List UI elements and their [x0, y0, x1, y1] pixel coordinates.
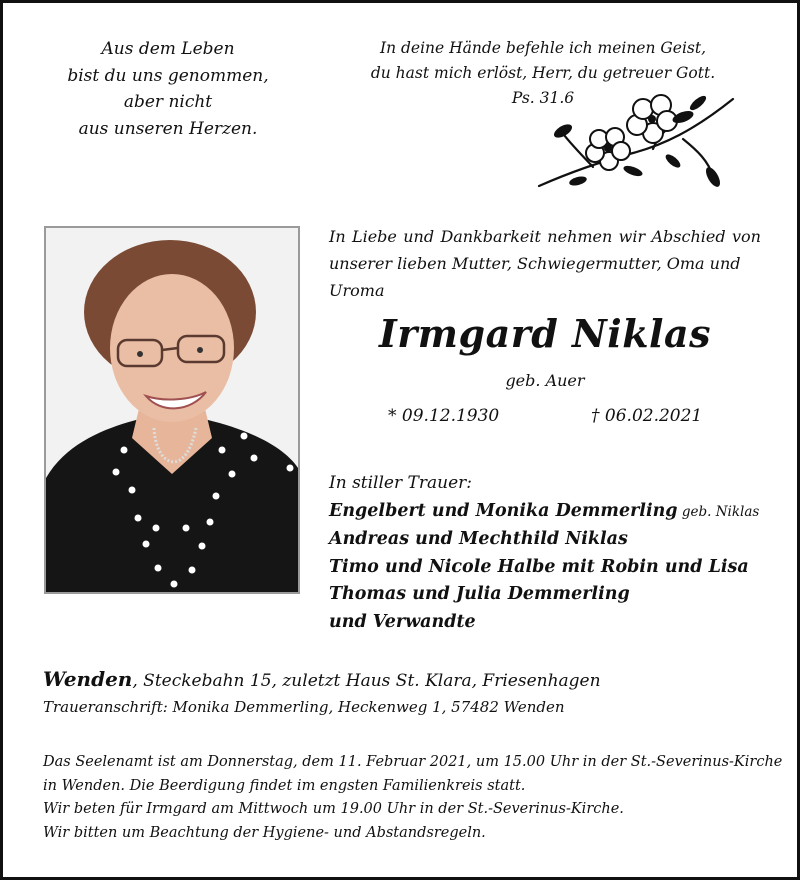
deceased-name: Irmgard Niklas — [379, 311, 711, 356]
family-entry — [329, 609, 769, 637]
psalm-reference: Ps. 31.6 — [511, 89, 575, 107]
portrait-image — [46, 228, 298, 592]
psalm-line: du hast mich erlöst, Herr, du getreuer Gott. — [370, 64, 716, 82]
intro-word: nehmen — [547, 227, 613, 246]
residence-details: , Steckebahn 15, zuletzt Haus St. Klara, Friesenhagen — [132, 671, 601, 691]
intro-line-2: unserer lieben Mutter, Schwiegermutter, Oma und Uroma — [329, 254, 741, 300]
family-entry — [329, 581, 769, 609]
quote-left-line: aber nicht — [123, 92, 213, 112]
residence-town: Wenden — [43, 667, 133, 691]
intro-word: von — [731, 227, 761, 246]
note-line: Wir beten für Irmgard am Mittwoch um 19.00 Uhr in der St.-Severinus-Kirche. — [43, 801, 624, 817]
note-line: Das Seelenamt ist am Donnerstag, dem 11. Februar 2021, um 15.00 Uhr in der St.-Severinus-Kirche — [43, 754, 783, 770]
intro-word: Dankbarkeit — [440, 227, 541, 246]
quote-left — [43, 36, 293, 142]
family-entry — [329, 526, 769, 554]
family-name: und Verwandte — [329, 611, 476, 632]
residence-line — [43, 667, 763, 691]
mourners-heading: In stiller Trauer: — [329, 473, 472, 493]
family-name: Thomas und Julia Demmerling — [329, 584, 630, 604]
intro-line-1 — [329, 223, 761, 250]
portrait-photo — [44, 226, 300, 594]
psalm-line: In deine Hände befehle ich meinen Geist, — [379, 39, 707, 57]
intro-word: Liebe — [351, 227, 397, 246]
quote-left-line: bist du uns genommen, — [67, 65, 269, 86]
death-date: † 06.02.2021 — [591, 406, 703, 426]
intro-word: In — [329, 227, 346, 246]
flower-branch-icon — [533, 91, 743, 203]
intro-word: wir — [618, 227, 646, 246]
family-entry — [329, 554, 769, 582]
family-note: geb. Niklas — [677, 503, 760, 520]
intro-text — [329, 223, 761, 304]
family-name: Timo und Nicole Halbe mit Robin und Lisa — [329, 556, 749, 577]
family-name: Andreas und Mechthild Niklas — [329, 529, 628, 549]
intro-word: Abschied — [651, 227, 726, 246]
mourning-address: Traueranschrift: Monika Demmerling, Heckenweg 1, 57482 Wenden — [43, 698, 565, 716]
note-line: Wir bitten um Beachtung der Hygiene- und Abstandsregeln. — [43, 824, 486, 841]
note-line: in Wenden. Die Beerdigung findet im engsten Familienkreis statt. — [43, 777, 526, 794]
intro-word: und — [403, 227, 435, 246]
birth-name: geb. Auer — [505, 371, 585, 390]
family-entry — [329, 498, 769, 527]
service-notes — [43, 751, 783, 845]
quote-left-line: Aus dem Leben — [101, 39, 235, 59]
quote-left-line: aus unseren Herzen. — [78, 118, 258, 139]
birth-date: * 09.12.1930 — [388, 406, 500, 426]
family-name: Engelbert und Monika Demmerling — [329, 500, 678, 521]
mourners-block — [329, 470, 769, 636]
